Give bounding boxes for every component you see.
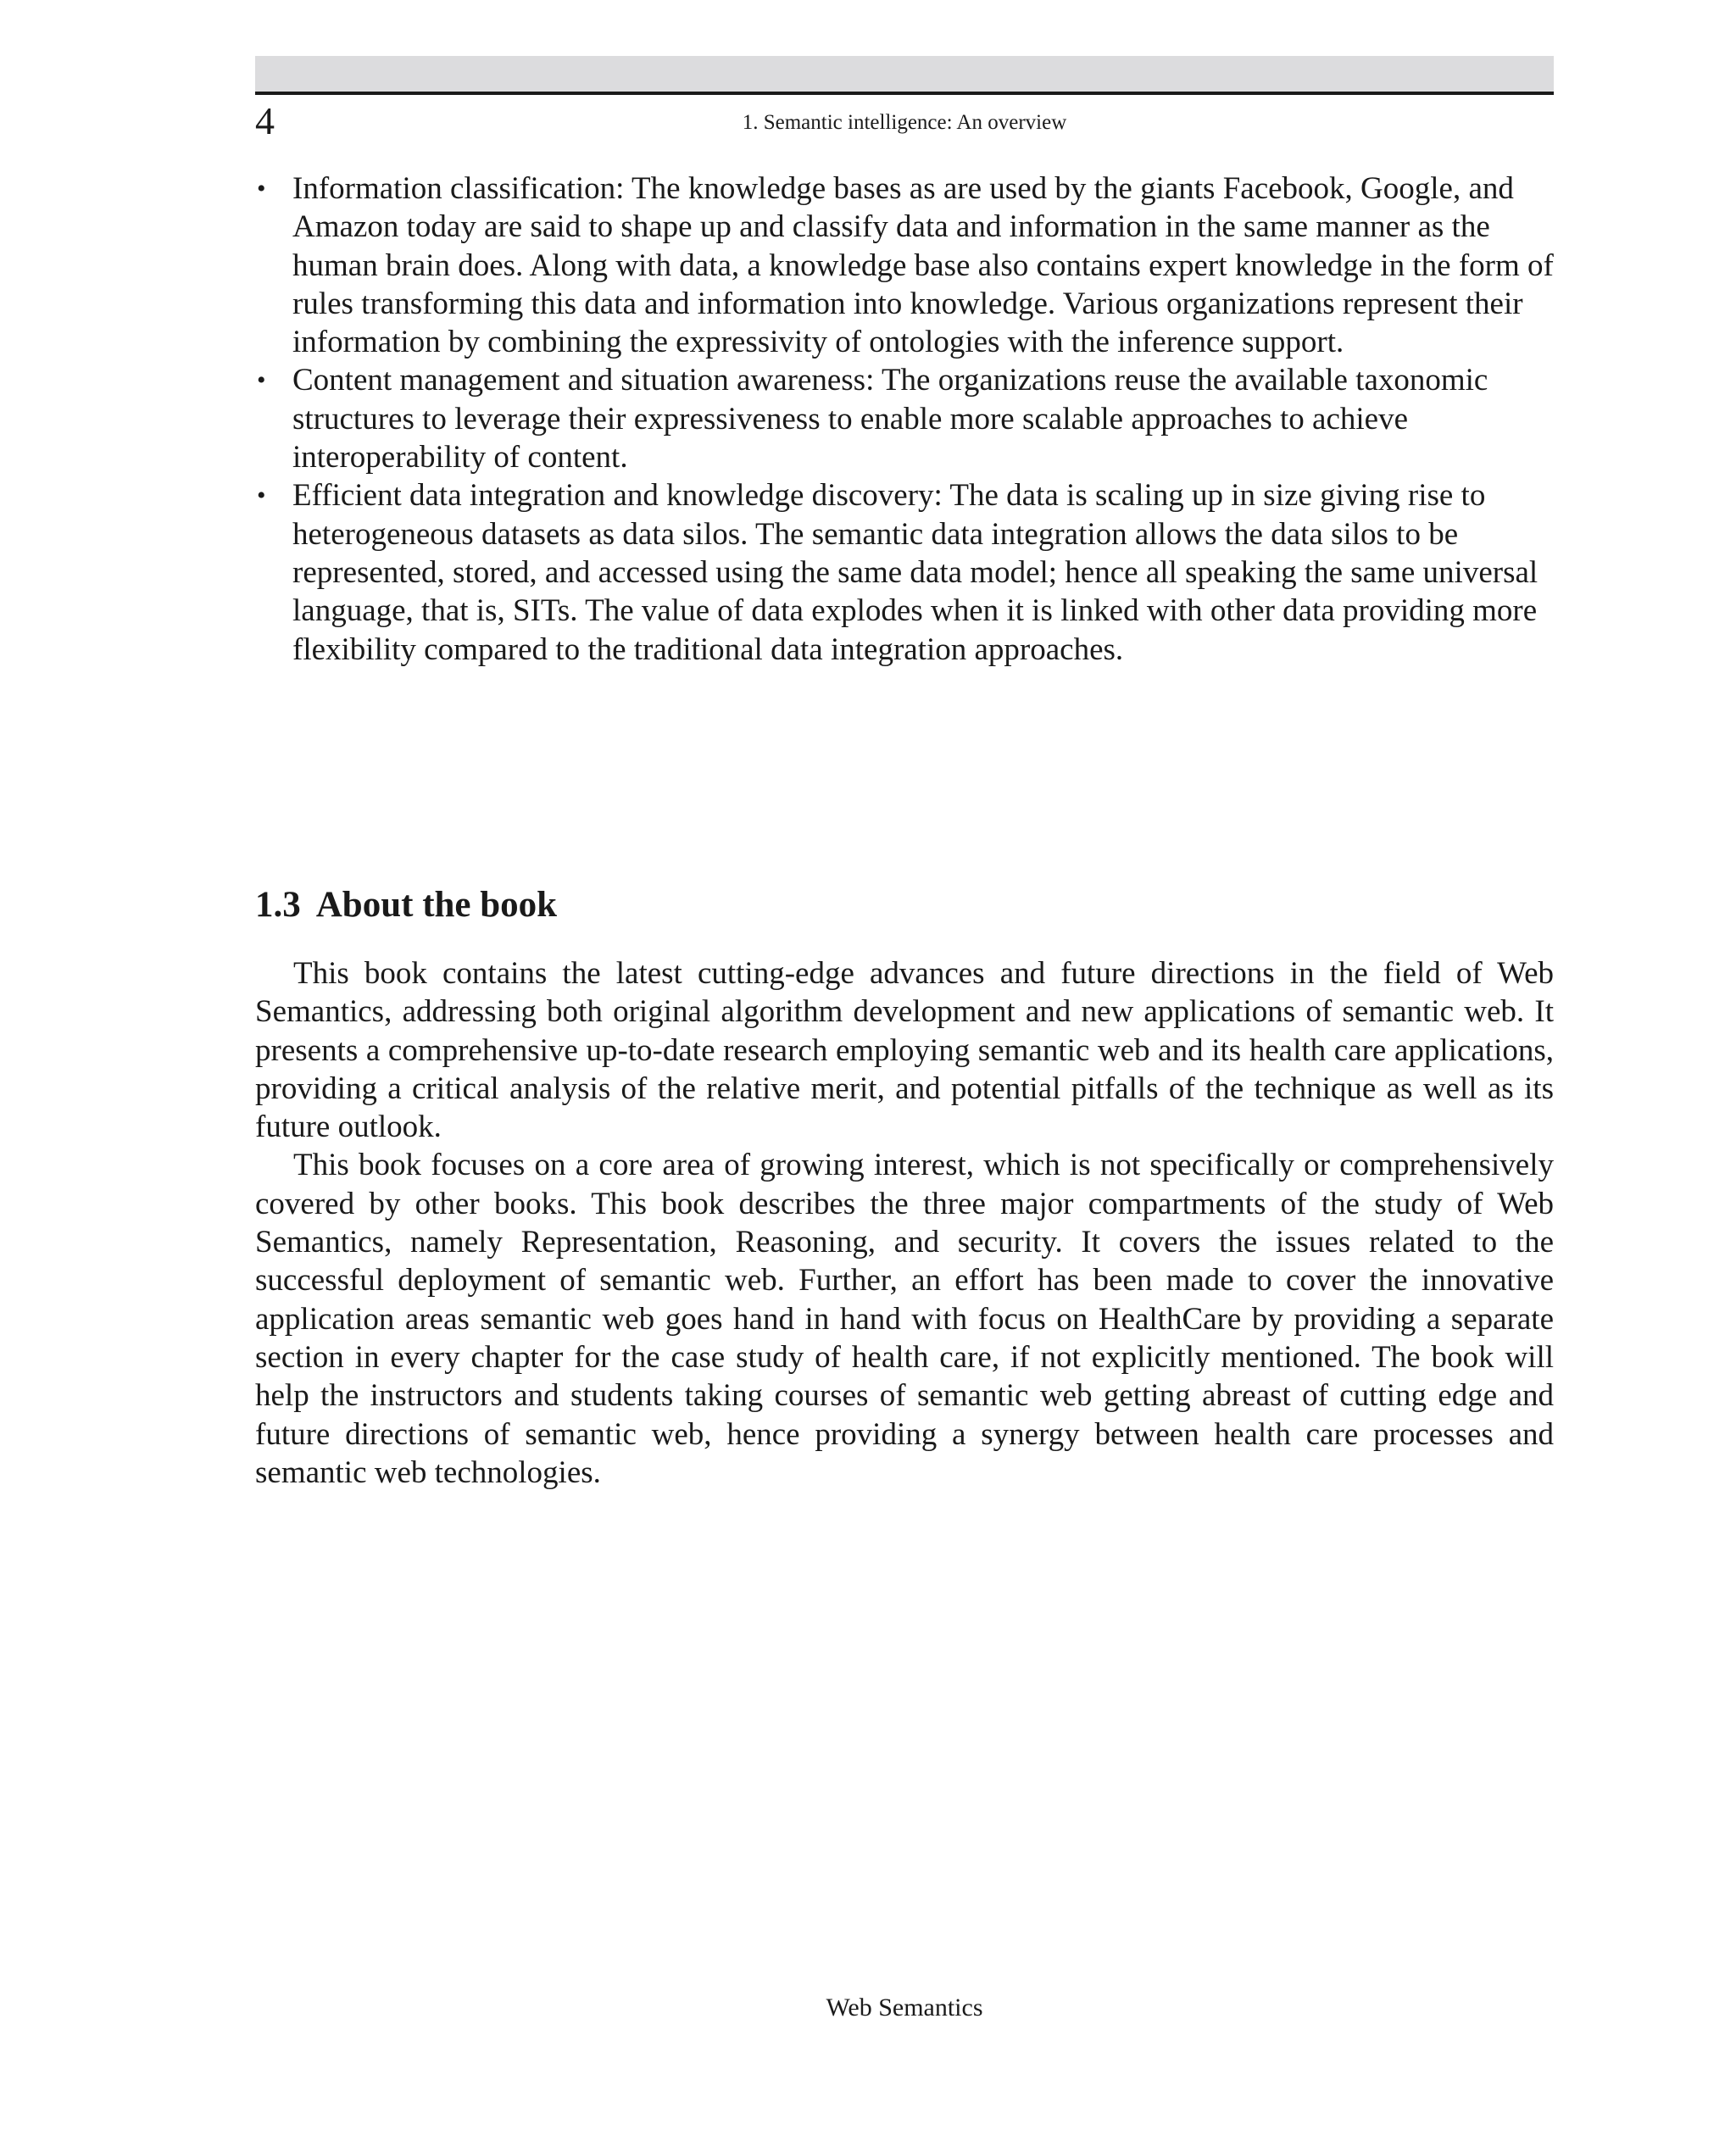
running-head: 1. Semantic intelligence: An overview [742,111,1067,134]
list-item [255,476,1554,668]
bullet-icon: • [257,481,266,510]
page-number: 4 [255,99,275,142]
header-rule [255,92,1554,95]
section-body [255,954,1554,1492]
header-band [255,56,1554,92]
paragraph: This book focuses on a core area of growing interest, which is not specifically or comprehensively covered by other books. This book describes the three major compartments of the study of Web Semantics, namely Representation, Reasoning, and security. It covers the issues related to the successful deployment of semantic web. Further, an effort has been made to cover the innovative application areas semantic web goes hand in hand with focus on HealthCare by providing a separate section in every chapter for the case study of health care, if not explicitly mentioned. The book will help the instructors and students taking courses of semantic web getting abreast of cutting edge and future directions of semantic web, hence providing a synergy between health care processes and semantic web technologies. [255,1148,1554,1490]
section-heading [255,883,557,927]
list-item-text: Information classification: The knowledge bases as are used by the giants Facebook, Google, and Amazon today are said to shape up and classify data and information in the same manner as the human brain does. Along with data, a knowledge base also contains expert knowledge in the form of rules transforming this data and information into knowledge. Various organizations represent their information by combining the expressivity of ontologies with the inference support. [292,171,1554,360]
list-item-text: Content management and situation awareness: The organizations reuse the available taxonomic structures to leverage their expressiveness to enable more scalable approaches to achieve interoperability of content. [292,363,1488,475]
book-page [255,56,1554,2124]
paragraph: This book contains the latest cutting-edge advances and future directions in the field of Web Semantics, addressing both original algorithm development and new applications of semantic web. It presents a comprehensive up-to-date research employing semantic web and its health care applications, providing a critical analysis of the relative merit, and potential pitfalls of the technique as well as its future outlook. [255,956,1554,1145]
section-number: 1.3 [255,885,301,925]
bullet-icon: • [257,175,266,203]
bullet-list [255,170,1554,669]
page-footer: Web Semantics [826,1994,983,2021]
list-item-text: Efficient data integration and knowledge discovery: The data is scaling up in size giving rise to heterogeneous datasets as data silos. The semantic data integration allows the data silos to be represented, stored, and accessed using the same data model; hence all speaking the same universal language, that is, SITs. The value of data explodes when it is linked with other data providing more flexibility compared to the traditional data integration approaches. [292,478,1538,667]
section-title: About the book [315,885,558,925]
bullet-icon: • [257,366,266,395]
list-item [255,361,1554,476]
list-item [255,170,1554,361]
